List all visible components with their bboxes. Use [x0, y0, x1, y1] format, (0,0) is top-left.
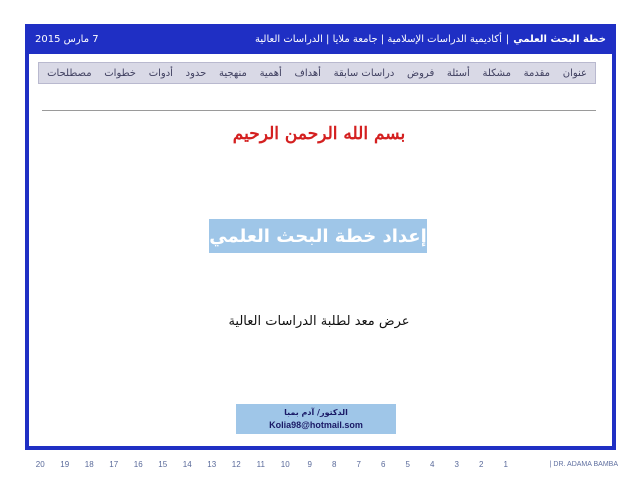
nav-item-terms[interactable]: مصطلحات: [47, 67, 92, 79]
page-link-16[interactable]: 16: [133, 459, 143, 469]
page-link-11[interactable]: 11: [256, 459, 265, 469]
page-link-1[interactable]: 1: [503, 459, 508, 469]
author-name: الدكتور/ آدم بمبا: [284, 408, 348, 417]
footer-author: | DR. ADAMA BAMBA: [549, 460, 618, 468]
page-link-10[interactable]: 10: [280, 459, 290, 469]
page-link-9[interactable]: 9: [307, 459, 312, 469]
page-link-7[interactable]: 7: [356, 459, 361, 469]
page-link-15[interactable]: 15: [158, 459, 168, 469]
author-box: [236, 404, 396, 434]
slide-subtitle: عرض معد لطلبة الدراسات العالية: [228, 314, 410, 329]
nav-item-previous-studies[interactable]: دراسات سابقة: [333, 67, 395, 79]
nav-item-hypotheses[interactable]: فروض: [407, 67, 435, 79]
page-numbers: [28, 460, 518, 469]
page-link-19[interactable]: 19: [60, 459, 70, 469]
nav-item-steps[interactable]: خطوات: [104, 67, 136, 79]
page-link-2[interactable]: 2: [479, 459, 484, 469]
nav-item-limits[interactable]: حدود: [185, 67, 207, 79]
page-link-6[interactable]: 6: [381, 459, 386, 469]
author-email[interactable]: Kolia98@hotmail.som: [269, 420, 363, 430]
breadcrumb-separator: |: [505, 33, 510, 45]
footer: [28, 457, 618, 471]
nav-item-objectives[interactable]: أهداف: [294, 67, 321, 79]
page-link-12[interactable]: 12: [231, 459, 241, 469]
page-link-18[interactable]: 18: [84, 459, 94, 469]
breadcrumb-main[interactable]: خطة البحث العلمي: [513, 33, 606, 45]
nav-item-title[interactable]: عنوان: [562, 67, 587, 79]
nav-item-introduction[interactable]: مقدمة: [523, 67, 551, 79]
nav-item-problem[interactable]: مشكلة: [482, 67, 511, 79]
breadcrumb-rest: أكاديمية الدراسات الإسلامية | جامعة ملايا | الدراسات العالية: [255, 33, 502, 45]
page-link-4[interactable]: 4: [430, 459, 435, 469]
page-link-20[interactable]: 20: [35, 459, 45, 469]
breadcrumb: [255, 34, 606, 45]
divider: [42, 110, 596, 111]
nav-bar: [38, 62, 596, 84]
slide-title: إعداد خطة البحث العلمي: [209, 219, 427, 253]
page-link-14[interactable]: 14: [182, 459, 192, 469]
basmala: بسم الله الرحمن الرحيم: [232, 124, 406, 144]
page-link-8[interactable]: 8: [332, 459, 337, 469]
nav-item-importance[interactable]: أهمية: [259, 67, 282, 79]
page-link-5[interactable]: 5: [405, 459, 410, 469]
page-link-3[interactable]: 3: [454, 459, 459, 469]
header-bar: [25, 24, 616, 54]
nav-item-methodology[interactable]: منهجية: [219, 67, 247, 79]
page-link-13[interactable]: 13: [207, 459, 217, 469]
page-link-17[interactable]: 17: [109, 459, 119, 469]
header-date: 7 مارس 2015: [35, 33, 99, 45]
nav-item-tools[interactable]: أدوات: [148, 67, 173, 79]
nav-item-questions[interactable]: أسئلة: [446, 67, 470, 79]
